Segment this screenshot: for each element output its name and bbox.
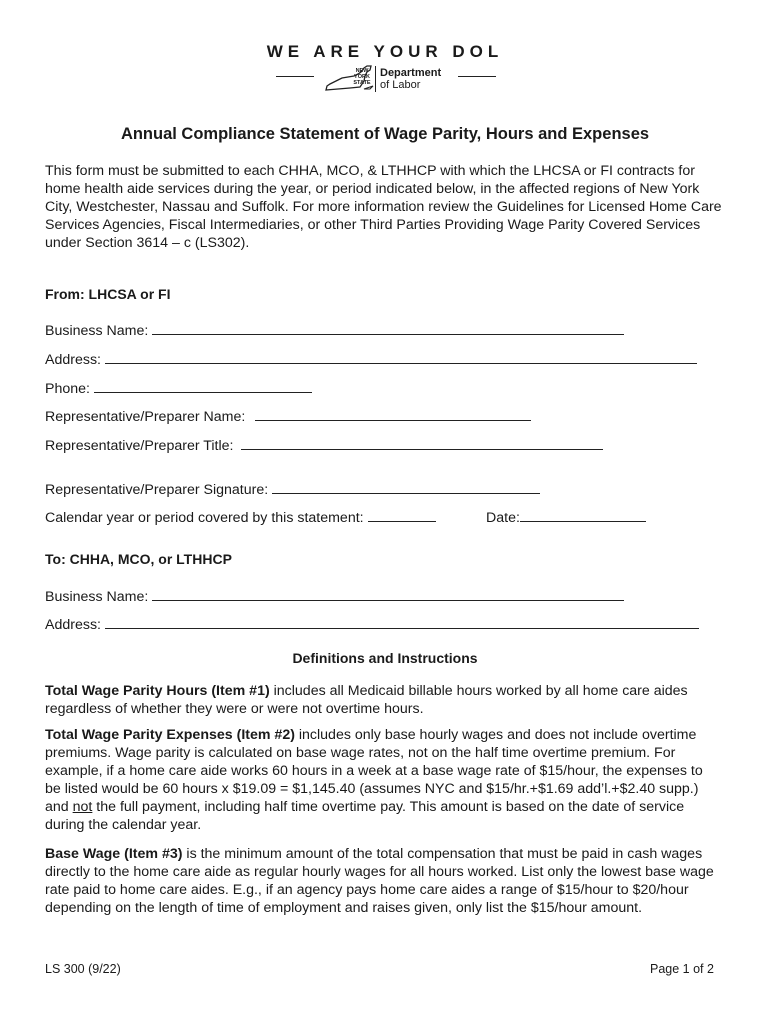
from-business-name-field [45, 320, 624, 339]
form-title: Annual Compliance Statement of Wage Parity, Hours and Expenses [120, 125, 650, 143]
rep-signature-field [45, 479, 540, 498]
rep-title-field [45, 435, 603, 454]
item2-label: Total Wage Parity Expenses (Item #2) [45, 727, 295, 743]
to-address-label: Address: [45, 617, 101, 633]
to-address-field [45, 614, 699, 633]
to-business-name-field [45, 586, 624, 605]
from-phone-input[interactable] [94, 378, 312, 393]
rep-name-label: Representative/Preparer Name: [45, 409, 246, 425]
from-address-input[interactable] [105, 349, 697, 364]
state-word-new: NEW [355, 68, 369, 74]
new-york-state-wordmark [351, 68, 373, 86]
state-word-york: YORK [354, 74, 370, 80]
item1-text: includes all Medicaid billable hours worked by all home care aides regardless of whether they were or were not overtime hours. [45, 683, 688, 717]
to-address-input[interactable] [105, 614, 699, 629]
rep-signature-label: Representative/Preparer Signature: [45, 482, 269, 498]
item3-definition [45, 845, 720, 917]
page-number: Page 1 of 2 [650, 962, 714, 976]
item1-label: Total Wage Parity Hours (Item #1) [45, 683, 270, 699]
item2-text-a: includes only base hourly wages and does not include overtime premiums. Wage parity is calculated on base wage rates, not on the half time overtime premium. For example, if a home care aide works 60 hours in a week at a base wage rate of $15/hour, the expenses to be listed would be 60 hours x $19.09 = $1,145.40 (assumes NYC and $15/hr.+$1.69 add’l.+$2.40 supp.) and [45, 727, 703, 815]
dol-logo [276, 64, 496, 96]
date-field [486, 507, 646, 526]
from-business-name-label: Business Name: [45, 323, 149, 339]
date-input[interactable] [520, 507, 646, 522]
logo-divider [375, 66, 376, 92]
item2-definition [45, 726, 720, 834]
from-address-field [45, 349, 697, 368]
logo-rule-left [276, 76, 314, 77]
rep-title-label: Representative/Preparer Title: [45, 438, 234, 454]
rep-signature-input[interactable] [272, 479, 540, 494]
to-heading: To: CHHA, MCO, or LTHHCP [45, 551, 232, 567]
from-business-name-input[interactable] [152, 320, 624, 335]
dol-tagline: WE ARE YOUR DOL [266, 42, 504, 61]
rep-name-field [45, 406, 531, 425]
period-input[interactable] [368, 507, 436, 522]
to-business-name-input[interactable] [152, 586, 624, 601]
item3-label: Base Wage (Item #3) [45, 846, 183, 862]
department-of-labor-wordmark [380, 67, 441, 91]
period-field [45, 507, 436, 526]
rep-name-input[interactable] [255, 406, 531, 421]
from-address-label: Address: [45, 352, 101, 368]
from-phone-label: Phone: [45, 381, 90, 397]
period-label: Calendar year or period covered by this statement: [45, 510, 364, 526]
rep-title-input[interactable] [241, 435, 603, 450]
date-label: Date: [486, 510, 520, 526]
from-phone-field [45, 378, 312, 397]
from-heading: From: LHCSA or FI [45, 286, 171, 302]
form-id: LS 300 (9/22) [45, 962, 121, 976]
dept-line-2: of Labor [380, 79, 421, 91]
item2-text-b: the full payment, including half time overtime pay. This amount is based on the date of service during the calendar year. [45, 799, 685, 833]
dept-line-1: Department [380, 67, 442, 79]
item1-definition [45, 682, 720, 718]
logo-rule-right [458, 76, 496, 77]
item2-not: not [72, 799, 93, 815]
to-business-name-label: Business Name: [45, 589, 149, 605]
state-word-state: STATE [353, 80, 371, 86]
definitions-heading: Definitions and Instructions [292, 650, 478, 666]
intro-paragraph: This form must be submitted to each CHHA, MCO, & LTHHCP with which the LHCSA or FI contracts for home health aide services during the year, or period indicated below, in the affected regions of New York City, Westchester, Nassau and Suffolk. For more information review the Guidelines for Licensed Home Care Services Agencies, Fiscal Intermediaries, or other Third Parties Providing Wage Parity Covered Services under Section 3614 – c (LS302). [45, 163, 722, 251]
item3-text: is the minimum amount of the total compensation that must be paid in cash wages directly to the home care aide as regular hourly wages for all hours worked. List only the lowest base wage rate paid to home care aides. E.g., if an agency pays home care aides a range of $15/hour to $20/hour depending on the length of time of employment and raises given, only list the $15/hour amount. [45, 846, 714, 916]
